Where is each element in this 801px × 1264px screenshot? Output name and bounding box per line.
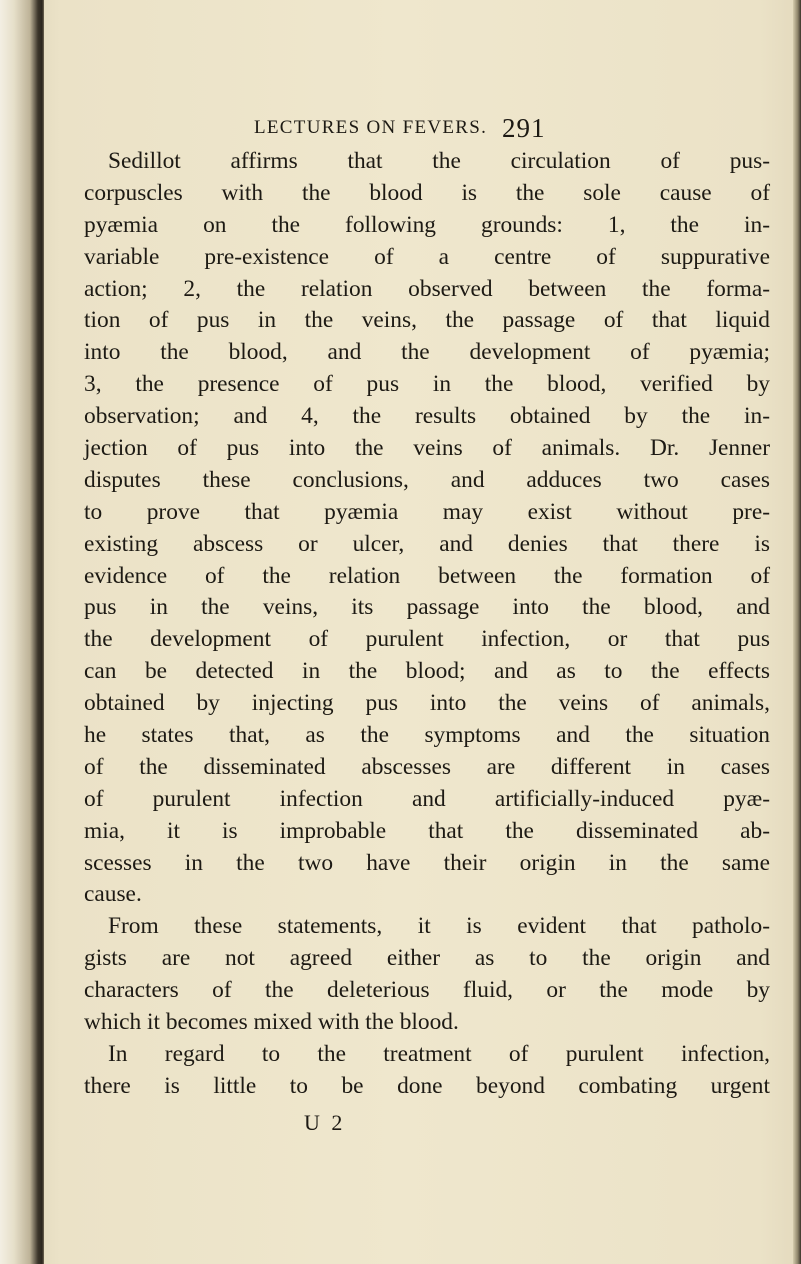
- text-line: can be detected in the blood; and as to the effects: [84, 658, 770, 685]
- text-line: existing abscess or ulcer, and denies that there is: [84, 530, 770, 557]
- text-line: Sedillot affirms that the circulation of pus-: [108, 148, 770, 174]
- text-line: gists are not agreed either as to the origin and: [84, 945, 770, 972]
- text-line: disputes these conclusions, and adduces two cases: [84, 466, 770, 493]
- text-line: From these statements, it is evident that patholo-: [108, 913, 770, 940]
- body-text: [84, 146, 770, 1103]
- text-line: to prove that pyæmia may exist without pre-: [84, 498, 770, 525]
- page-number: 291: [502, 113, 546, 143]
- signature-mark: U 2: [304, 1110, 346, 1135]
- text-line: 3, the presence of pus in the blood, verified by: [84, 371, 770, 398]
- text-line: corpuscles with the blood is the sole cause of: [84, 179, 770, 206]
- page-right-edge: [793, 0, 801, 1264]
- text-line: action; 2, the relation observed between the forma-: [84, 275, 770, 302]
- text-line: tion of pus in the veins, the passage of that liquid: [84, 307, 770, 334]
- book-binding-gutter: [0, 0, 44, 1264]
- text-line: In regard to the treatment of purulent infection,: [108, 1040, 770, 1067]
- running-title: LECTURES ON FEVERS.: [254, 117, 488, 138]
- text-line: observation; and 4, the results obtained by the in-: [84, 403, 770, 430]
- text-line: evidence of the relation between the formation of: [84, 562, 770, 589]
- text-line: the development of purulent infection, or that pus: [84, 626, 770, 653]
- text-line: pyæmia on the following grounds: 1, the in-: [84, 211, 770, 238]
- text-line: mia, it is improbable that the disseminated ab-: [84, 817, 770, 844]
- text-line: into the blood, and the development of pyæmia;: [84, 339, 770, 366]
- text-line: obtained by injecting pus into the veins of animals,: [84, 690, 770, 717]
- text-line: there is little to be done beyond combating urgent: [84, 1072, 770, 1099]
- text-line: pus in the veins, its passage into the blood, and: [84, 594, 770, 621]
- text-line: of purulent infection and artificially-induced pyæ-: [84, 785, 770, 812]
- text-line: jection of pus into the veins of animals. Dr. Jenner: [84, 435, 770, 462]
- text-line: of the disseminated abscesses are different in cases: [84, 753, 770, 780]
- running-head: [254, 113, 784, 149]
- text-line: variable pre-existence of a centre of suppurative: [84, 243, 770, 270]
- text-line: which it becomes mixed with the blood.: [84, 1009, 459, 1036]
- text-line: characters of the deleterious fluid, or the mode by: [84, 977, 770, 1004]
- text-line: scesses in the two have their origin in the same: [84, 849, 770, 876]
- text-line: cause.: [84, 881, 142, 908]
- text-line: he states that, as the symptoms and the situation: [84, 722, 770, 749]
